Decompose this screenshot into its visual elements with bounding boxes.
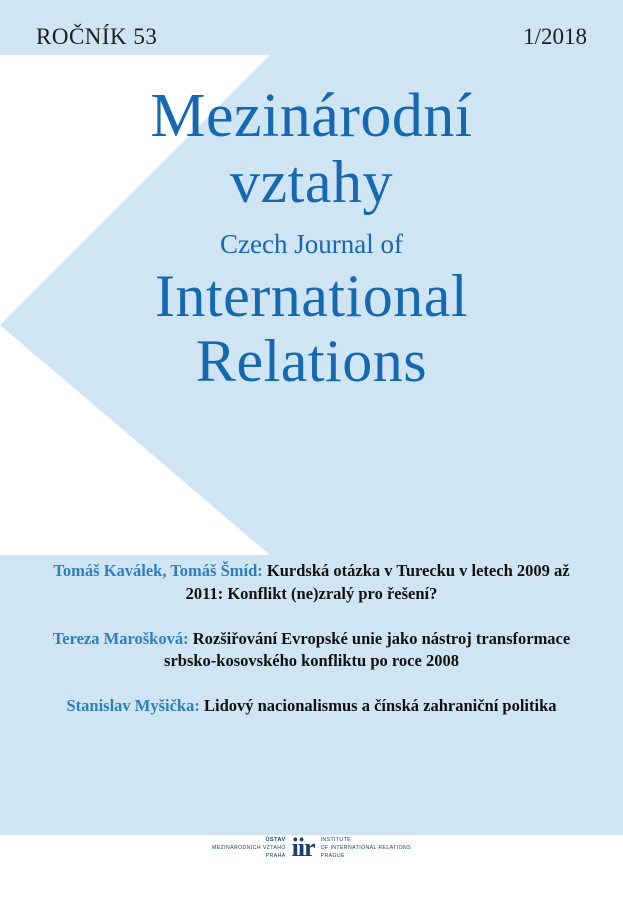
iir-logo-icon: iir	[291, 833, 315, 862]
article-authors: Tomáš Kaválek, Tomáš Šmíd:	[53, 561, 263, 580]
table-of-contents	[48, 560, 575, 740]
list-item	[48, 695, 575, 718]
title-line-relations: Relations	[195, 327, 428, 394]
publisher-name-czech	[212, 836, 292, 861]
article-title: Rozšiřování Evropské unie jako nástroj transformace srbsko-kosovského konfliktu po roce 2008	[164, 628, 571, 671]
list-item	[48, 628, 575, 674]
subtitle-czech-journal-of: Czech Journal of	[220, 229, 403, 260]
publisher-czech-line1: ÚSTAV	[265, 836, 286, 843]
article-authors: Tereza Marošková:	[52, 628, 189, 648]
article-authors: Stanislav Myšička:	[66, 696, 200, 716]
volume-label: ROČNÍK 53	[36, 24, 158, 49]
journal-title	[0, 84, 623, 393]
title-line-mezinarodni: Mezinárodní	[150, 82, 473, 150]
publisher-logo	[0, 835, 623, 861]
publisher-czech-line3: PRAHA	[265, 853, 286, 860]
cover-header	[0, 20, 623, 54]
publisher-english-line1: INSTITUTE	[320, 836, 351, 843]
publisher-name-english	[315, 836, 411, 860]
title-line-vztahy: vztahy	[230, 149, 393, 216]
list-item	[48, 560, 575, 606]
publisher-english-line2: OF INTERNATIONAL RELATIONS	[320, 844, 412, 851]
article-title: Lidový nacionalismus a čínská zahraniční politika	[203, 696, 557, 716]
title-line-international: International	[154, 262, 469, 329]
publisher-czech-line2: MEZINÁRODNÍCH VZTAHŮ	[211, 845, 286, 852]
issue-label: 1/2018	[523, 24, 587, 49]
publisher-english-line3: PRAGUE	[320, 853, 345, 860]
article-title: Kurdská otázka v Turecku v letech 2009 až 2011: Konflikt (ne)zralý pro řešení?	[185, 561, 570, 603]
